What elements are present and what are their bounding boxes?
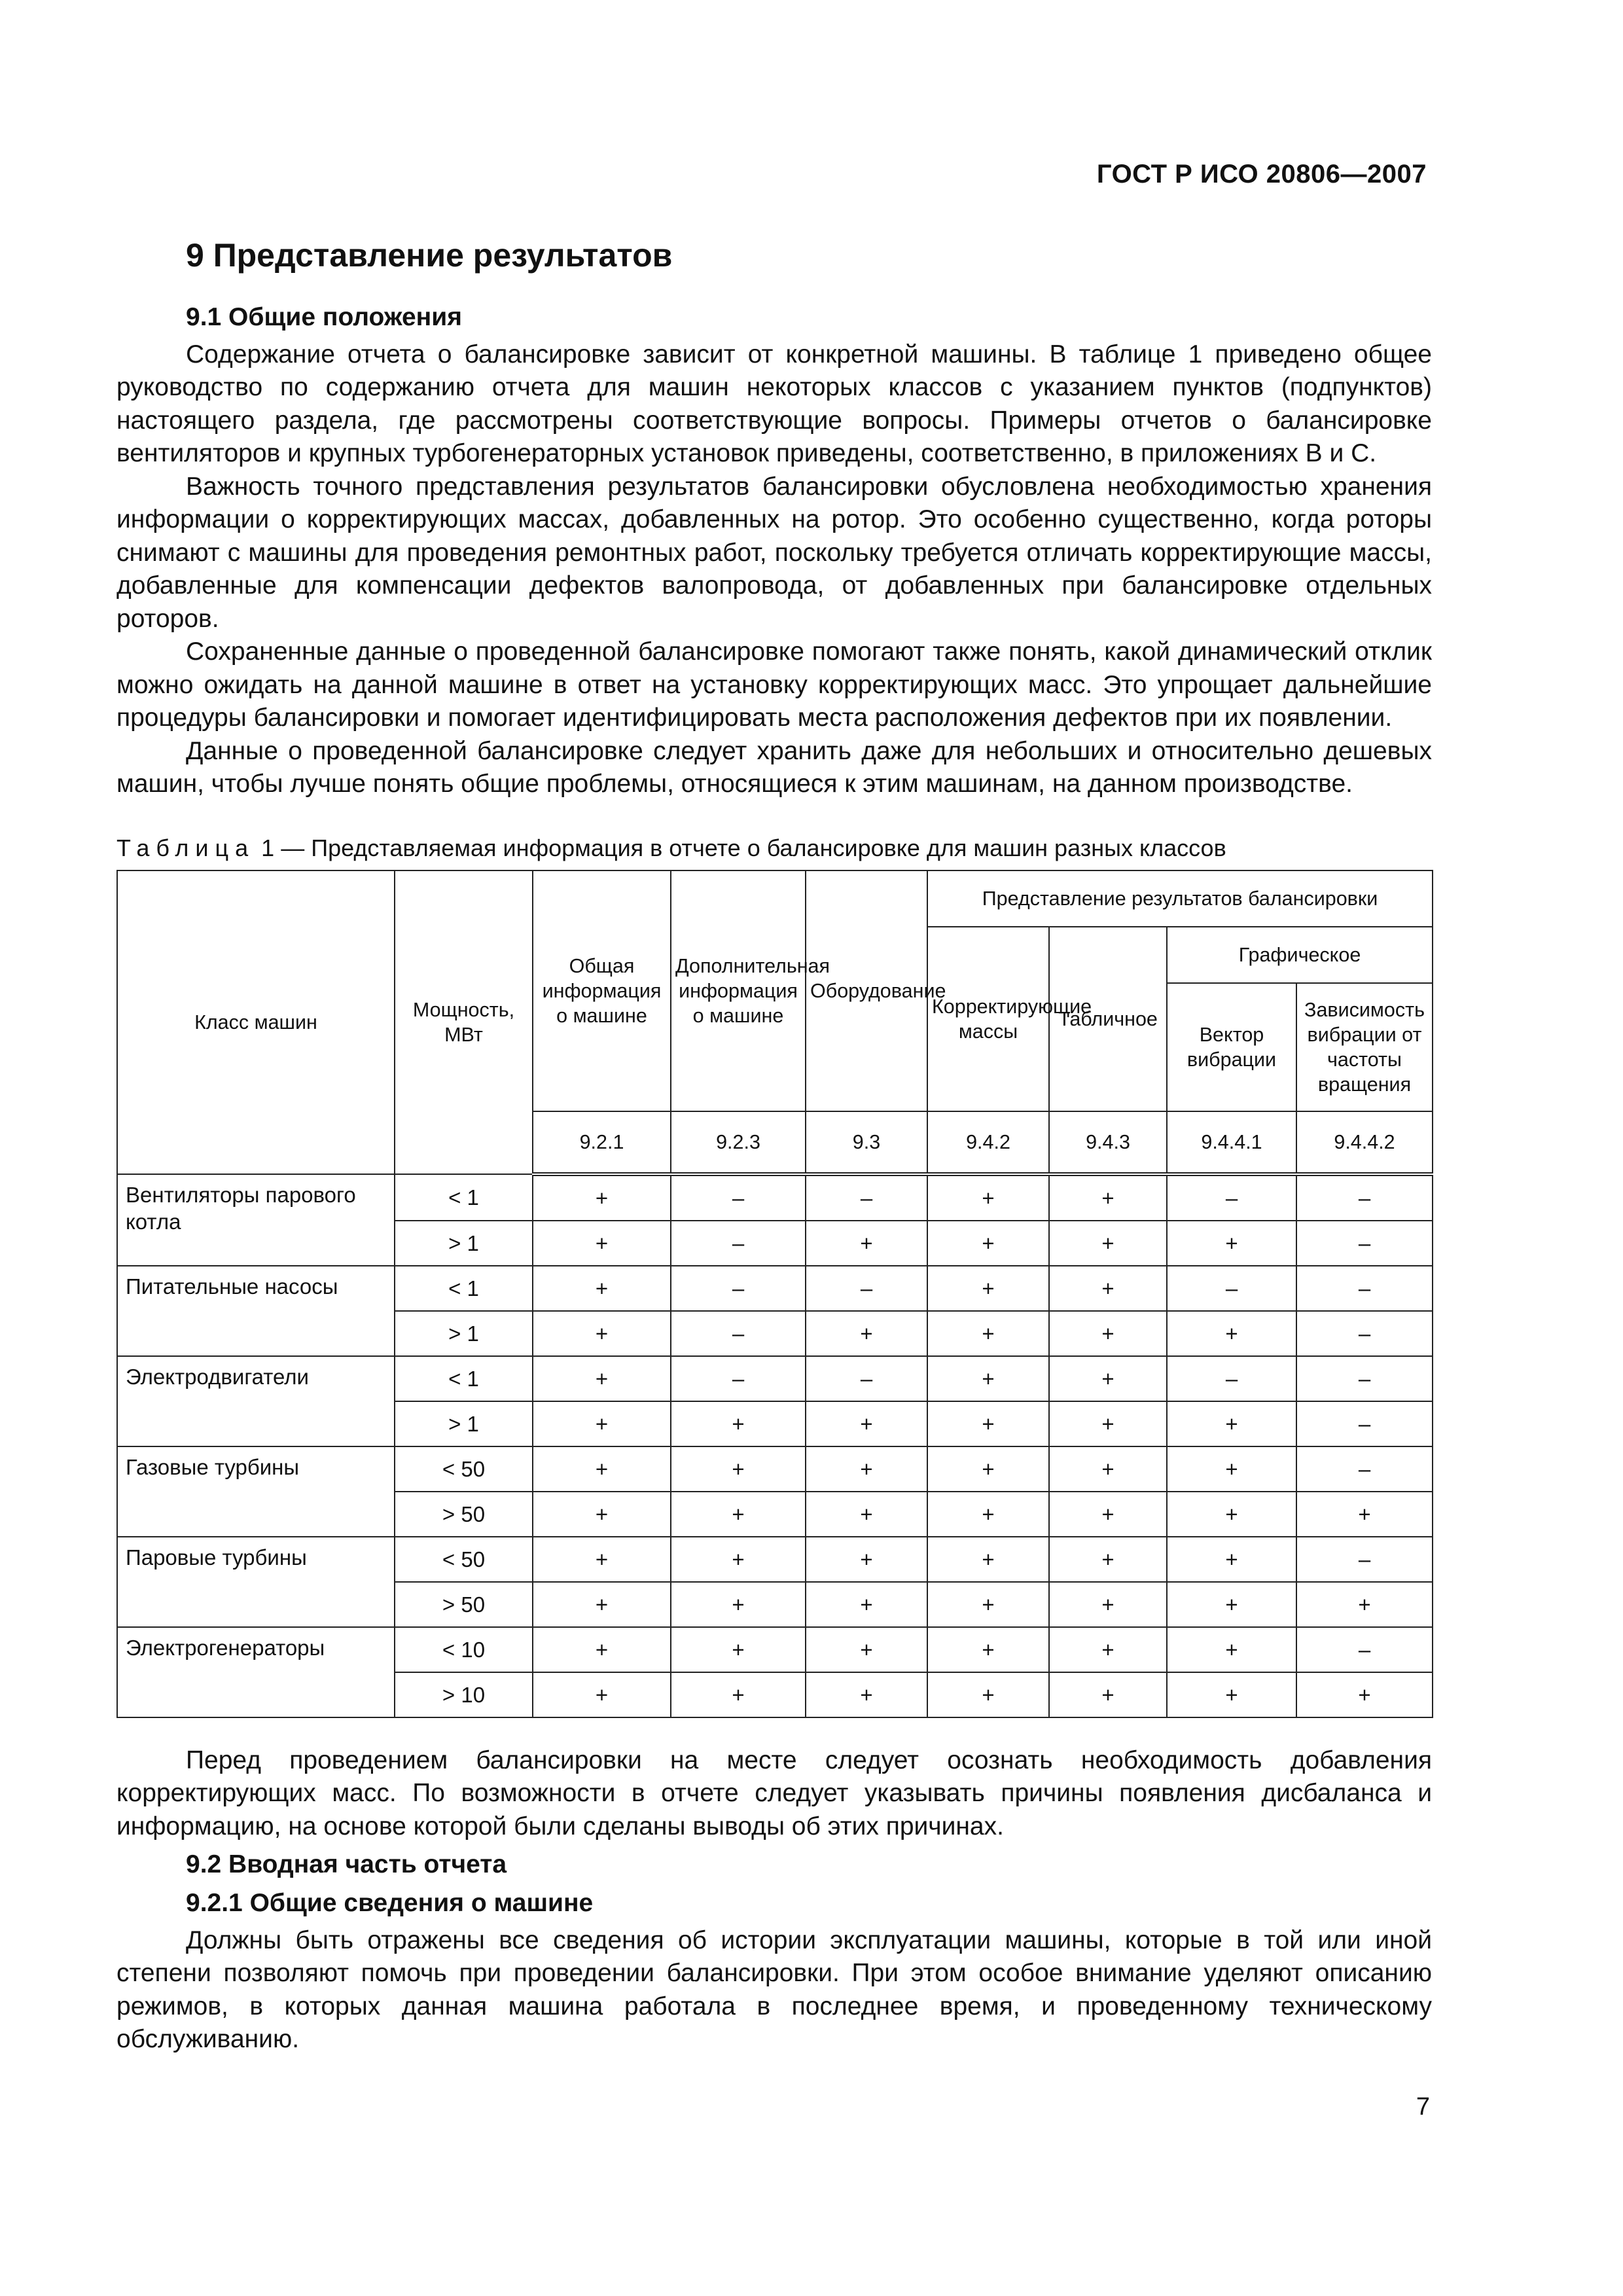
mark-cell: + [1049,1401,1167,1446]
table-row [117,1446,1433,1492]
table-row [117,1356,1433,1401]
machine-class-cell: Питательные насосы [117,1266,395,1356]
machine-class-cell: Электродвигатели [117,1356,395,1446]
header-equipment: Оборудование [806,870,927,1111]
mark-cell: + [533,1311,671,1356]
header-tabular: Табличное [1049,927,1167,1111]
mark-cell: + [533,1627,671,1672]
balancing-report-table [116,870,1433,1718]
mark-cell: – [671,1174,806,1221]
ref-number: 9.2.3 [671,1111,806,1174]
mark-cell: + [927,1311,1049,1356]
mark-cell: + [1167,1401,1296,1446]
mark-cell: + [533,1446,671,1492]
ref-number: 9.3 [806,1111,927,1174]
machine-class-cell: Вентиляторы парового котла [117,1174,395,1266]
mark-cell: – [806,1174,927,1221]
mark-cell: + [927,1401,1049,1446]
mark-cell: – [1296,1221,1433,1266]
mark-cell: + [1049,1356,1167,1401]
mark-cell: + [1296,1672,1433,1717]
mark-cell: + [1167,1311,1296,1356]
power-cell: < 50 [395,1537,533,1582]
mark-cell: + [671,1492,806,1537]
mark-cell: + [533,1537,671,1582]
power-cell: > 50 [395,1582,533,1627]
mark-cell: + [671,1672,806,1717]
power-cell: > 1 [395,1221,533,1266]
table-row [117,1627,1433,1672]
ref-number: 9.4.3 [1049,1111,1167,1174]
mark-cell: + [1049,1174,1167,1221]
header-power: Мощность, МВт [395,870,533,1174]
mark-cell: – [1167,1174,1296,1221]
page-number: 7 [1416,2093,1430,2121]
power-cell: > 10 [395,1672,533,1717]
mark-cell: – [1296,1627,1433,1672]
machine-class-cell: Паровые турбины [117,1537,395,1627]
after-table-paragraph: Перед проведением балансировки на месте следует осознать необходимость добавления корректирующих масс. По возможности в отчете следует указывать причины появления дисбаланса и информацию, на основе которой были сделаны выводы об этих причинах. [116,1746,1432,1840]
mark-cell: + [1167,1627,1296,1672]
mark-cell: + [1296,1492,1433,1537]
mark-cell: + [1049,1672,1167,1717]
mark-cell: + [927,1627,1049,1672]
mark-cell: + [1049,1582,1167,1627]
ref-number: 9.2.1 [533,1111,671,1174]
paragraph-3: Сохраненные данные о проведенной балансировке помогают также понять, какой динамический отклик можно ожидать на данной машине в ответ на установку корректирующих масс. Это упрощает дальнейшие процедуры балансировки и помогает идентифицировать места расположения дефектов при их появлении. [116,637,1432,732]
mark-cell: + [1167,1446,1296,1492]
mark-cell: + [533,1492,671,1537]
mark-cell: – [1296,1311,1433,1356]
mark-cell: + [806,1311,927,1356]
header-graphical: Графическое [1167,927,1433,983]
mark-cell: + [533,1266,671,1311]
power-cell: < 50 [395,1446,533,1492]
header-class: Класс машин [117,870,395,1174]
mark-cell: + [927,1266,1049,1311]
mark-cell: + [533,1401,671,1446]
mark-cell: + [533,1582,671,1627]
mark-cell: – [671,1311,806,1356]
mark-cell: + [1167,1221,1296,1266]
paragraph-1: Содержание отчета о балансировке зависит от конкретной машины. В таблице 1 приведено общее руководство по содержанию отчета для машин некоторых классов с указанием пунктов (подпунктов) настоящего раздела, где рассмотрены соответствующие вопросы. Примеры отчетов о балансировке вентиляторов и крупных турбогенераторных установок приведены, соответственно, в приложениях В и С. [116,340,1432,468]
power-cell: < 10 [395,1627,533,1672]
mark-cell: + [1049,1492,1167,1537]
power-cell: < 1 [395,1266,533,1311]
ref-number: 9.4.4.2 [1296,1111,1433,1174]
mark-cell: + [1167,1672,1296,1717]
mark-cell: – [1167,1266,1296,1311]
header-general-info: Общая информация о машине [533,870,671,1111]
ref-number: 9.4.2 [927,1111,1049,1174]
mark-cell: – [1296,1356,1433,1401]
mark-cell: + [1167,1582,1296,1627]
power-cell: > 1 [395,1311,533,1356]
mark-cell: + [806,1446,927,1492]
mark-cell: + [1049,1221,1167,1266]
subsection-9-2-1-title: 9.2.1 Общие сведения о машине [186,1889,594,1918]
table-caption-word: Таблица [116,834,255,861]
section-title: 9 Представление результатов [186,237,673,274]
mark-cell: + [806,1537,927,1582]
mark-cell: + [927,1672,1049,1717]
mark-cell: + [806,1401,927,1446]
header-vibration-vector: Вектор вибрации [1167,983,1296,1111]
mark-cell: – [1296,1446,1433,1492]
ref-number: 9.4.4.1 [1167,1111,1296,1174]
mark-cell: + [927,1221,1049,1266]
mark-cell: + [1167,1492,1296,1537]
mark-cell: + [927,1537,1049,1582]
table-row [117,1266,1433,1311]
table-caption [116,834,1432,862]
mark-cell: + [806,1672,927,1717]
mark-cell: – [671,1356,806,1401]
mark-cell: – [1167,1356,1296,1401]
mark-cell: + [1296,1582,1433,1627]
header-additional-info: Дополнительная информация о машине [671,870,806,1111]
subsection-9-1-title: 9.1 Общие положения [186,303,462,331]
mark-cell: + [671,1537,806,1582]
mark-cell: – [1296,1174,1433,1221]
mark-cell: – [806,1266,927,1311]
mark-cell: + [533,1174,671,1221]
mark-cell: – [671,1266,806,1311]
standard-designation: ГОСТ Р ИСО 20806—2007 [1096,160,1427,188]
subsection-9-2-title: 9.2 Вводная часть отчета [186,1850,507,1879]
power-cell: > 50 [395,1492,533,1537]
mark-cell: + [806,1582,927,1627]
mark-cell: + [1049,1266,1167,1311]
table-row [117,1174,1433,1221]
machine-class-cell: Газовые турбины [117,1446,395,1537]
mark-cell: – [1296,1537,1433,1582]
paragraph-2: Важность точного представления результатов балансировки обусловлена необходимостью хранения информации о корректирующих массах, добавленных на ротор. Это особенно существенно, когда роторы снимают с машины для проведения ремонтных работ, поскольку требуется отличать корректирующие массы, добавленные для компенсации дефектов валопровода, от добавленных при балансировке отдельных роторов. [116,472,1432,633]
mark-cell: – [1296,1266,1433,1311]
mark-cell: + [1049,1627,1167,1672]
header-results-presentation: Представление результатов балансировки [927,870,1433,927]
mark-cell: + [1049,1537,1167,1582]
mark-cell: + [806,1492,927,1537]
power-cell: > 1 [395,1401,533,1446]
power-cell: < 1 [395,1174,533,1221]
mark-cell: – [671,1221,806,1266]
mark-cell: + [927,1582,1049,1627]
page-content [116,236,1432,2056]
mark-cell: – [1296,1401,1433,1446]
power-cell: < 1 [395,1356,533,1401]
mark-cell: + [806,1627,927,1672]
mark-cell: + [671,1627,806,1672]
table-row [117,1537,1433,1582]
mark-cell: + [533,1356,671,1401]
mark-cell: + [533,1672,671,1717]
mark-cell: + [533,1221,671,1266]
paragraph-4: Данные о проведенной балансировке следует хранить даже для небольших и относительно дешевых машин, чтобы лучше понять общие проблемы, относящиеся к этим машинам, на данном производстве. [116,736,1432,798]
mark-cell: + [671,1582,806,1627]
mark-cell: + [1049,1311,1167,1356]
mark-cell: – [806,1356,927,1401]
mark-cell: + [927,1492,1049,1537]
mark-cell: + [927,1356,1049,1401]
mark-cell: + [671,1401,806,1446]
subsection-9-2-1-text: Должны быть отражены все сведения об истории эксплуатации машины, которые в той или иной степени позволяют помочь при проведении балансировки. При этом особое внимание уделяют описанию режимов, в которых данная машина работала в последнее время, и проведенному техническому обслуживанию. [116,1926,1432,2054]
mark-cell: + [671,1446,806,1492]
table-caption-text: 1 — Представляемая информация в отчете о балансировке для машин разных классов [261,834,1226,861]
mark-cell: + [806,1221,927,1266]
mark-cell: + [927,1174,1049,1221]
machine-class-cell: Электрогенераторы [117,1627,395,1717]
header-corrective-masses: Корректирующие массы [927,927,1049,1111]
mark-cell: + [927,1446,1049,1492]
header-vibration-vs-speed: Зависимость вибрации от частоты вращения [1296,983,1433,1111]
mark-cell: + [1167,1537,1296,1582]
mark-cell: + [1049,1446,1167,1492]
